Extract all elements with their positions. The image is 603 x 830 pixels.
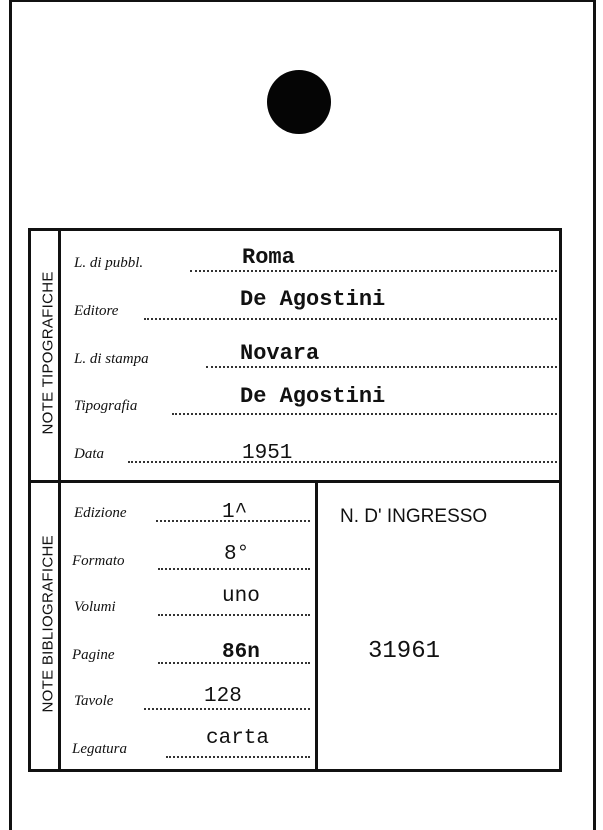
dotted-line: [158, 614, 310, 616]
ingresso-separator: [315, 483, 318, 769]
field-pagine: [72, 638, 310, 668]
field-tipografia: [72, 384, 557, 419]
punch-hole: [267, 70, 331, 134]
top-edge-line: [12, 0, 593, 2]
side-label-bibliografiche: NOTE BIBLIOGRAFICHE: [39, 535, 57, 713]
field-value: De Agostini: [240, 287, 386, 312]
dotted-line: [190, 270, 557, 272]
field-value: 8°: [224, 543, 250, 566]
field-value: De Agostini: [240, 384, 386, 409]
field-label: L. di pubbl.: [74, 255, 144, 271]
dotted-line: [172, 413, 557, 415]
field-value: 1^: [222, 501, 248, 524]
ingresso-label: N. D' INGRESSO: [340, 506, 488, 527]
field-label: Data: [74, 446, 104, 462]
dotted-line: [144, 708, 310, 710]
dotted-line: [128, 461, 557, 463]
dotted-line: [144, 318, 557, 320]
field-label: Legatura: [72, 741, 128, 757]
field-value: Novara: [240, 341, 320, 366]
dotted-line: [206, 366, 557, 368]
side-label-tipografiche: NOTE TIPOGRAFICHE: [39, 271, 57, 435]
section-separator: [31, 480, 559, 483]
field-value: 128: [204, 685, 242, 708]
field-volumi: [72, 585, 310, 620]
field-editore: [72, 287, 557, 324]
field-edizione: [72, 496, 310, 526]
field-label: Edizione: [74, 505, 127, 521]
field-label: Editore: [74, 303, 119, 319]
side-label-rule: [58, 231, 61, 769]
field-legatura: [72, 727, 310, 762]
field-label: Formato: [72, 553, 125, 569]
field-label: Volumi: [74, 599, 116, 615]
ingresso-number: 31961: [368, 638, 441, 665]
field-luogo-pubblicazione: [72, 246, 557, 276]
left-edge-line: [9, 0, 12, 830]
field-data: [72, 437, 557, 467]
field-label: L. di stampa: [74, 351, 149, 367]
field-value: uno: [222, 585, 260, 608]
right-edge-line: [593, 0, 596, 830]
field-label: Tipografia: [74, 398, 138, 414]
field-tavole: [72, 684, 310, 714]
field-label: Tavole: [74, 693, 114, 709]
dotted-line: [158, 568, 310, 570]
field-label: Pagine: [72, 647, 115, 663]
field-formato: [72, 544, 310, 574]
field-value: carta: [206, 727, 270, 750]
field-value: 86n: [222, 641, 260, 664]
dotted-line: [166, 756, 310, 758]
field-luogo-stampa: [72, 342, 557, 372]
field-value: 1951: [242, 442, 293, 465]
field-value: Roma: [242, 245, 295, 270]
